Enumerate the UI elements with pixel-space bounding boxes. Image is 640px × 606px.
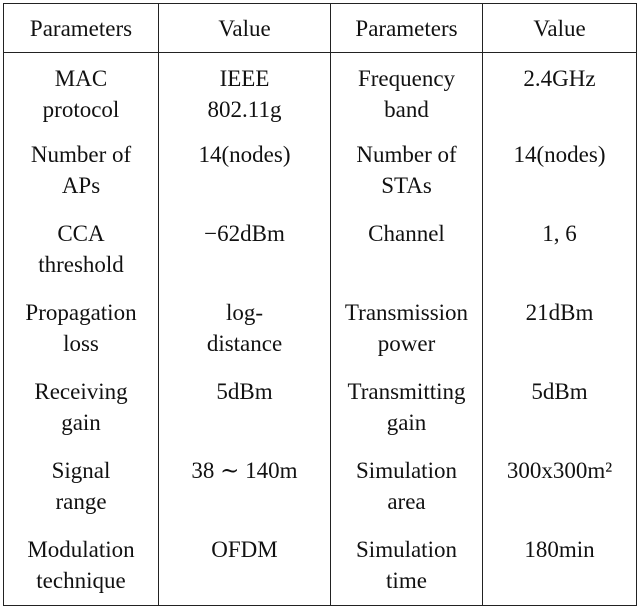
table-row	[4, 53, 637, 132]
param-name-cell	[331, 290, 483, 369]
header-parameters-2: Parameters	[331, 4, 483, 53]
param-value-cell	[159, 369, 331, 448]
param-value: 5dBm	[216, 378, 273, 404]
param-value-cell	[159, 211, 331, 290]
param-value-cell	[159, 53, 331, 132]
param-value: 300x300m²	[506, 457, 613, 483]
param-value: 2.4GHz	[523, 66, 596, 91]
param-value-cell	[159, 132, 331, 211]
param-name: Number of APs	[30, 141, 132, 198]
param-value: −62dBm	[204, 220, 285, 246]
header-value-2: Value	[483, 4, 637, 53]
table-row	[4, 290, 637, 369]
param-value-cell	[483, 53, 637, 132]
param-value: 180min	[524, 536, 595, 562]
param-value-cell	[483, 211, 637, 290]
table-row	[4, 132, 637, 211]
param-name: Simulation area	[356, 457, 457, 514]
param-name-cell	[4, 132, 159, 211]
param-name-cell	[4, 448, 159, 527]
table-row	[4, 369, 637, 448]
param-value: 5dBm	[531, 378, 588, 404]
param-name-cell	[331, 53, 483, 132]
table-row	[4, 448, 637, 527]
table-header-row	[4, 4, 637, 53]
param-name: Propagation loss	[25, 299, 137, 356]
param-name: Channel	[368, 220, 445, 246]
parameters-table	[3, 3, 637, 606]
param-value-cell	[159, 290, 331, 369]
param-value: OFDM	[211, 536, 278, 562]
header-value-1: Value	[159, 4, 331, 53]
param-name: Signal range	[51, 457, 111, 514]
param-name-cell	[4, 211, 159, 290]
param-value-cell	[159, 527, 331, 606]
table-row	[4, 527, 637, 606]
param-name: Transmission power	[344, 299, 469, 356]
param-name: Frequency band	[357, 66, 456, 122]
param-value: 38 ∼ 140m	[191, 457, 298, 483]
param-value: 14(nodes)	[198, 141, 291, 167]
param-name-cell	[4, 369, 159, 448]
param-value: 1, 6	[542, 220, 577, 246]
param-value-cell	[483, 527, 637, 606]
param-value-cell	[159, 448, 331, 527]
param-name-cell	[4, 290, 159, 369]
param-name: Modulation technique	[27, 536, 135, 593]
param-value-cell	[483, 132, 637, 211]
param-value-cell	[483, 369, 637, 448]
param-name-cell	[331, 369, 483, 448]
param-name-cell	[331, 211, 483, 290]
param-value: 21dBm	[525, 299, 594, 325]
param-value: 14(nodes)	[513, 141, 606, 167]
param-value-cell	[483, 290, 637, 369]
table-row	[4, 211, 637, 290]
param-name: Receiving gain	[34, 378, 128, 435]
param-name-cell	[331, 448, 483, 527]
param-name: Transmitting gain	[347, 378, 466, 435]
param-value-cell	[483, 448, 637, 527]
header-parameters-1: Parameters	[4, 4, 159, 53]
param-name-cell	[4, 527, 159, 606]
param-name-cell	[331, 132, 483, 211]
param-name: CCA threshold	[38, 220, 124, 277]
param-value: log- distance	[206, 299, 283, 356]
param-name-cell	[4, 53, 159, 132]
param-value: IEEE 802.11g	[207, 66, 282, 122]
param-name: Number of STAs	[356, 141, 457, 198]
param-name: MAC protocol	[42, 66, 120, 122]
param-name: Simulation time	[356, 536, 457, 593]
param-name-cell	[331, 527, 483, 606]
